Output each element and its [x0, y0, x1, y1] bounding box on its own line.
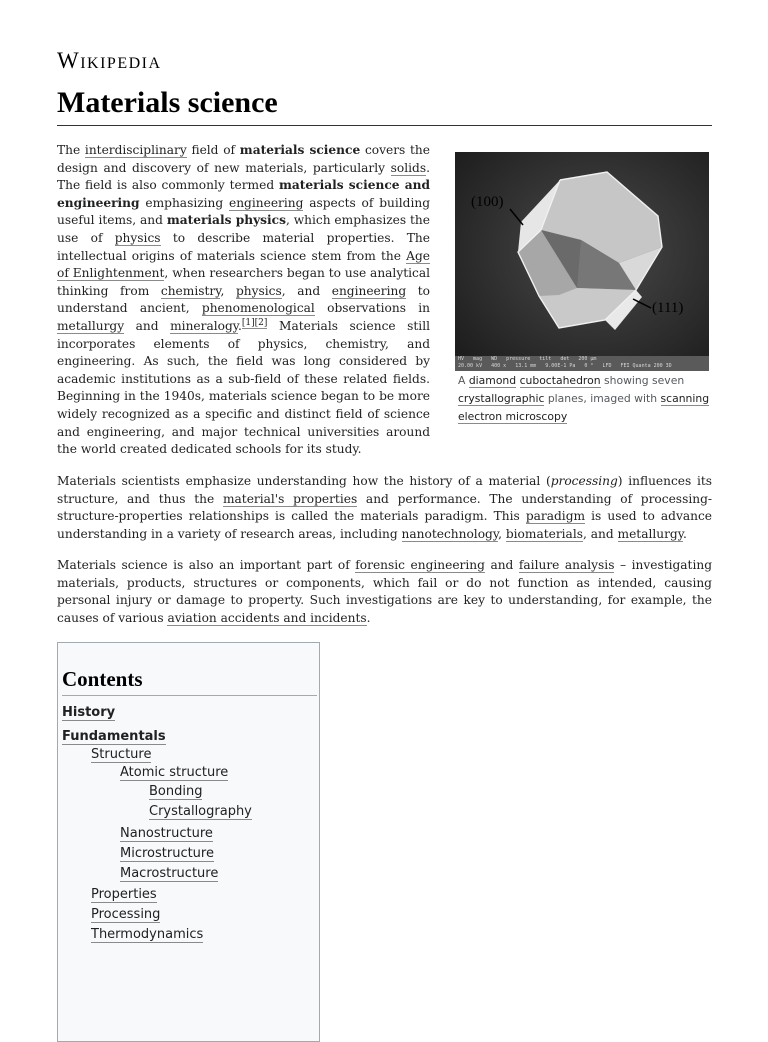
bold-term: materials science and engineering	[57, 178, 430, 210]
diamond-cuboctahedron-image	[455, 152, 709, 371]
article-link[interactable]: nanotechnology	[401, 526, 499, 541]
toc-item-properties[interactable]: Properties	[91, 887, 157, 902]
article-link[interactable]: engineering	[331, 283, 407, 298]
sem-field: tilt	[539, 356, 552, 362]
toc-item-thermodynamics[interactable]: Thermodynamics	[91, 927, 204, 942]
sem-scale: 200 µm	[578, 356, 597, 362]
reference-link[interactable]: [1]	[241, 317, 255, 328]
sem-field: 400 x	[491, 363, 507, 369]
article-link[interactable]: Age of Enlightenment	[57, 248, 430, 281]
article-link[interactable]: material's properties	[222, 491, 358, 506]
article-link[interactable]: scanning electron microscopy	[458, 391, 710, 423]
toc-item-crystallography[interactable]: Crystallography	[149, 804, 252, 819]
toc-item-bonding[interactable]: Bonding	[149, 784, 203, 799]
article-link[interactable]: paradigm	[525, 509, 586, 524]
toc-item-history[interactable]: History	[62, 705, 116, 720]
figure-caption: A diamond cuboctahedron showing seven crystallographic planes, imaged with scanning electron microscopy	[458, 374, 710, 423]
page-title: Materials science	[57, 86, 278, 119]
article-link[interactable]: biomaterials	[505, 526, 583, 541]
toc-item-structure[interactable]: Structure	[91, 747, 152, 762]
article-link[interactable]: chemistry	[160, 283, 221, 298]
sem-field: FEI Quanta 200 3D	[620, 363, 672, 369]
article-link[interactable]: metallurgy	[57, 318, 125, 333]
article-link[interactable]: interdisciplinary	[84, 143, 187, 157]
article-link[interactable]: phenomenological	[201, 301, 315, 316]
label-100-plane: (100)	[471, 194, 504, 210]
article-link[interactable]: mineralogy	[170, 318, 239, 333]
sem-field: 13.1 mm	[515, 363, 537, 369]
toc-divider	[62, 695, 317, 696]
diamond-figure-image[interactable]	[455, 152, 709, 371]
sem-field: LFD	[602, 363, 612, 369]
article-link[interactable]: solids	[390, 160, 427, 175]
toc-item-fundamentals[interactable]: Fundamentals	[62, 729, 166, 744]
toc-item-microstructure[interactable]: Microstructure	[120, 846, 214, 861]
article-link[interactable]: crystallographic	[458, 391, 545, 405]
sem-field: 9.00E-1 Pa	[545, 363, 576, 369]
sem-field: pressure	[506, 356, 531, 362]
article-link[interactable]: aviation accidents and incidents	[167, 610, 367, 625]
sem-field: 0 °	[584, 363, 594, 369]
article-link[interactable]: cuboctahedron	[519, 374, 601, 387]
bold-term: materials physics	[166, 213, 286, 228]
toc-item-processing[interactable]: Processing	[91, 907, 161, 922]
article-link[interactable]: engineering	[229, 195, 304, 210]
toc-item-nanostructure[interactable]: Nanostructure	[120, 826, 213, 841]
sem-data-row-2	[455, 363, 709, 370]
article-link[interactable]: forensic engineering	[355, 558, 485, 572]
sem-field: 20.00 kV	[458, 363, 483, 369]
article-link[interactable]: failure analysis	[518, 558, 615, 572]
sem-field: mag	[473, 356, 483, 362]
sem-data-row-1	[455, 356, 709, 363]
paragraph-forensic: Materials science is also an important part of forensic engineering and failure analysis – investigating materials, products, structures or components, which fail or do not function as intended, causing personal injury or damage to property. Such investigations are key to understanding, for example, the causes of various aviation accidents and incidents.	[57, 558, 713, 625]
label-111-plane: (111)	[652, 300, 684, 316]
article-link[interactable]: physics	[114, 230, 161, 245]
intro-paragraph: The interdisciplinary field of materials science covers the design and discovery of new materials, particularly solids. The field is also commonly termed materials science and engineering emphasizing engineering aspects of building useful items, and materials physics, which emphasizes the use of physics to describe material properties. The intellectual origins of materials science stem from the Age of Enlightenment, when researchers began to use analytical thinking from chemistry, physics, and engineering to understand ancient, phenomenological observations in metallurgy and mineralogy.[1][2] Materials science still incorporates elements of physics, chemistry, and engineering. As such, the field was long considered by academic institutions as a sub-field of these related fields. Beginning in the 1940s, materials science began to be more widely recognized as a specific and distinct field of science and engineering, and major technical universities around the world created dedicated schools for its study.	[57, 143, 431, 457]
article-link[interactable]: metallurgy	[617, 526, 684, 541]
sem-field: HV	[458, 356, 465, 362]
toc-item-macrostructure[interactable]: Macrostructure	[120, 866, 219, 881]
title-divider	[57, 125, 712, 126]
toc-title: Contents	[62, 667, 143, 691]
sem-field: WD	[491, 356, 498, 362]
article-link[interactable]: diamond	[468, 374, 517, 387]
citation	[242, 318, 255, 329]
citation	[255, 318, 268, 329]
bold-term: materials science	[239, 143, 361, 157]
reference-link[interactable]: [2]	[254, 317, 268, 328]
sem-data-bar	[455, 356, 709, 371]
article-link[interactable]: physics	[235, 283, 282, 298]
sem-field: det	[560, 356, 570, 362]
paragraph-processing: Materials scientists emphasize understanding how the history of a material (processing) influences its structure, and thus the material's properties and performance. The understanding of processing-structure-properties relationships is called the materials paradigm. This paradigm is used to advance understanding in a variety of research areas, including nanotechnology, biomaterials, and metallurgy.	[57, 474, 713, 541]
toc-item-atomic-structure[interactable]: Atomic structure	[120, 765, 229, 780]
table-of-contents	[57, 642, 320, 1042]
italic-term: processing	[550, 474, 618, 488]
wikipedia-logo[interactable]: Wikipedia	[57, 48, 162, 73]
